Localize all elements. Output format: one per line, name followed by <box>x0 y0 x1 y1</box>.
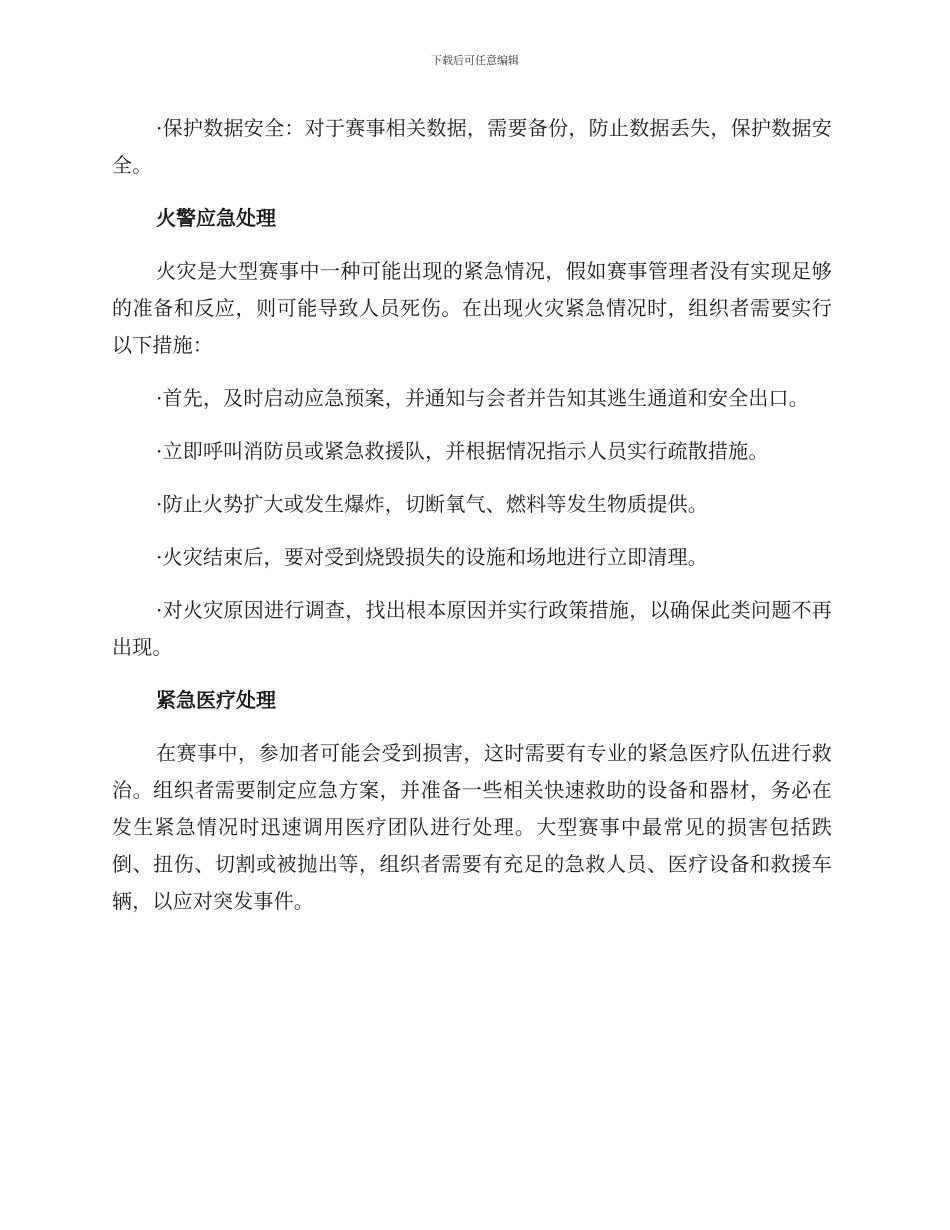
document-body <box>112 110 832 936</box>
section-heading-medical: 紧急医疗处理 <box>156 688 276 712</box>
paragraph-data-security: ·保护数据安全：对于赛事相关数据，需要备份，防止数据丢失，保护数据安全。 <box>112 116 832 177</box>
page-header: 下载后可任意编辑 <box>431 54 519 67</box>
bullet-fire-step-1: ·首先，及时启动应急预案，并通知与会者并告知其逃生通道和安全出口。 <box>156 386 809 410</box>
section-heading-fire: 火警应急处理 <box>156 206 276 230</box>
bullet-fire-step-3: ·防止火势扩大或发生爆炸，切断氧气、燃料等发生物质提供。 <box>156 492 708 516</box>
paragraph-medical: 在赛事中，参加者可能会受到损害，这时需要有专业的紧急医疗队伍进行救治。组织者需要制定应急方案，并准备一些相关快速救助的设备和器材，务必在发生紧急情况时迅速调用医疗团队进行处理。大型赛事中最常见的损害包括跌倒、扭伤、切割或被抛出等，组织者需要有充足的急救人员、医疗设备和救援车辆，以应对突发事件。 <box>112 741 832 913</box>
paragraph-fire-intro: 火灾是大型赛事中一种可能出现的紧急情况，假如赛事管理者没有实现足够的准备和反应，则可能导致人员死伤。在出现火灾紧急情况时，组织者需要实行以下措施： <box>112 259 832 357</box>
bullet-fire-step-4: ·火灾结束后，要对受到烧毁损失的设施和场地进行立即清理。 <box>156 545 708 569</box>
bullet-fire-step-2: ·立即呼叫消防员或紧急救援队，并根据情况指示人员实行疏散措施。 <box>156 439 769 463</box>
bullet-fire-step-5: ·对火灾原因进行调查，找出根本原因并实行政策措施，以确保此类问题不再出现。 <box>112 598 832 659</box>
